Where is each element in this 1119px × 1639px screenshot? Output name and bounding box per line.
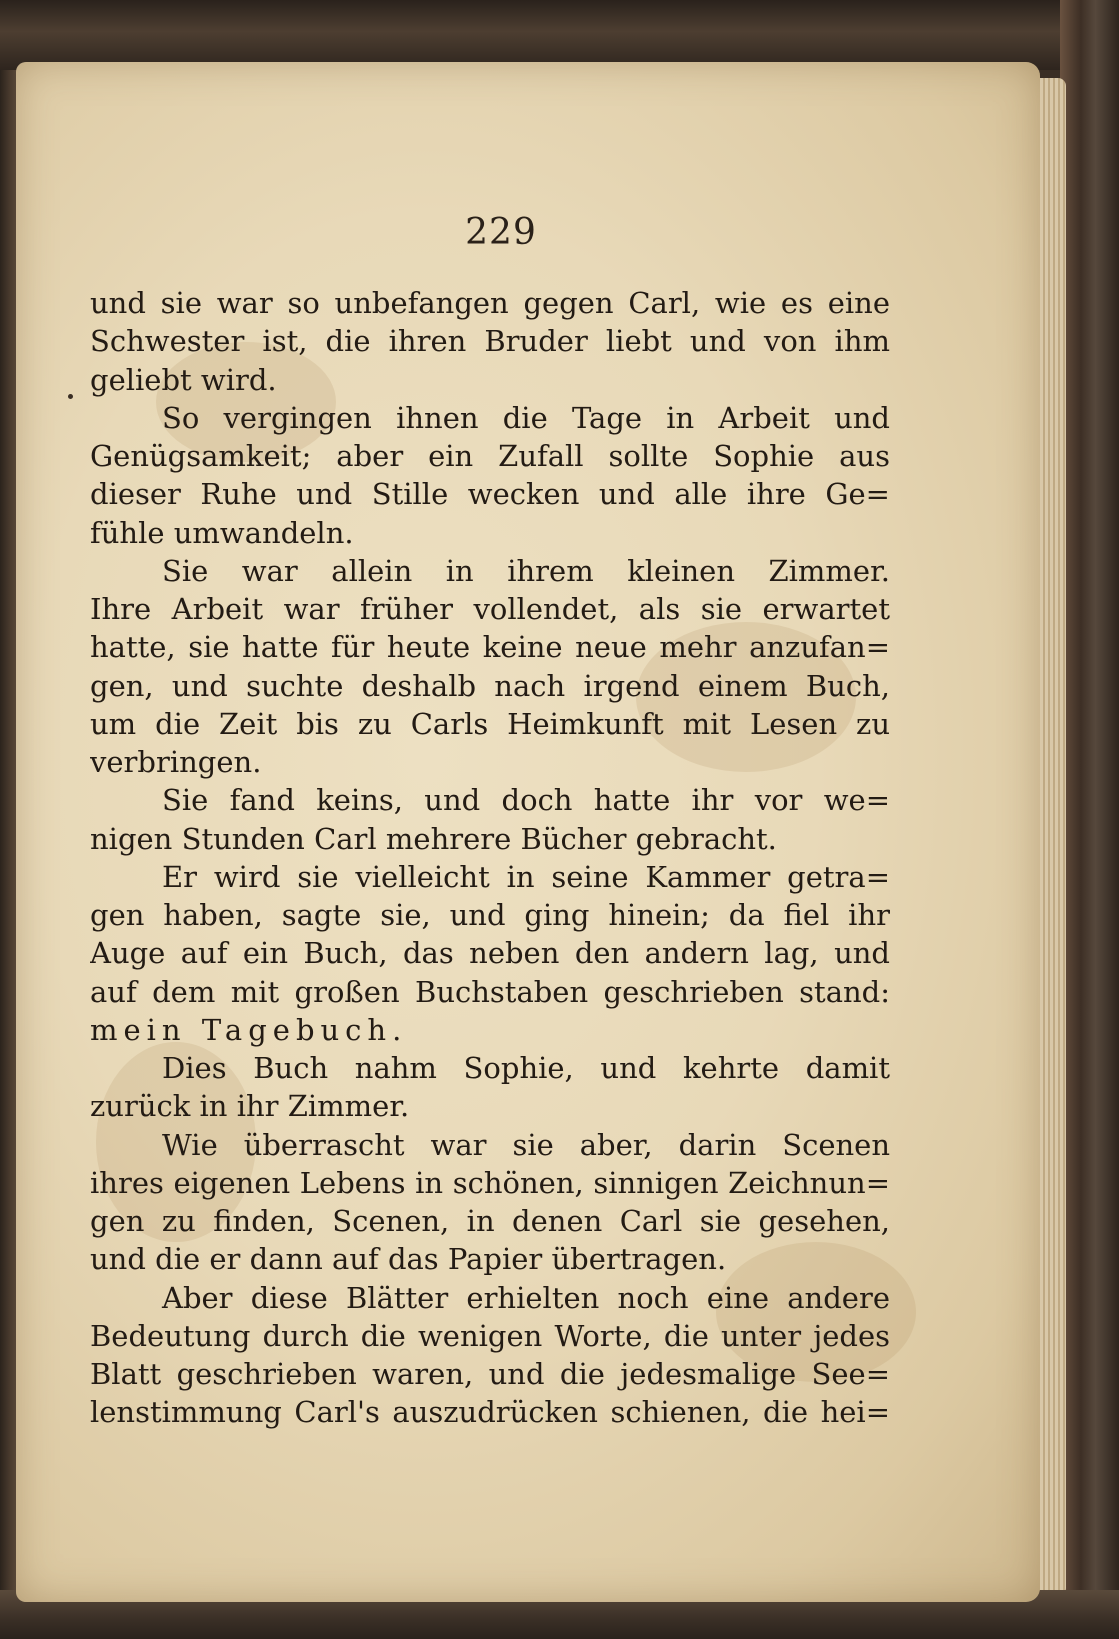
text-line: um die Zeit bis zu Carls Heimkunft mit Lesen zu bbox=[90, 706, 890, 741]
text-line: Ihre Arbeit war früher vollendet, als sie erwartet bbox=[90, 592, 890, 626]
text-line: fühle umwandeln. bbox=[90, 515, 354, 550]
text-line: gen zu finden, Scenen, in denen Carl sie gesehen, bbox=[90, 1204, 890, 1238]
text-line: verbringen. bbox=[90, 745, 262, 779]
book-page bbox=[16, 62, 1040, 1602]
page-number: 229 bbox=[465, 212, 537, 253]
body-text bbox=[90, 284, 890, 1432]
text-line: geliebt wird. bbox=[90, 362, 277, 397]
text-line: Bedeutung durch die wenigen Worte, die unter jedes bbox=[90, 1318, 890, 1353]
margin-mark bbox=[68, 394, 73, 399]
text-line: gen haben, sagte sie, und ging hinein; da fiel ihr bbox=[90, 898, 890, 932]
book-cover-top-edge bbox=[0, 0, 1119, 70]
text-line: Wie überrascht war sie aber, darin Scenen bbox=[162, 1127, 890, 1162]
text-line: auf dem mit großen Buchstaben geschrieben stand: bbox=[90, 974, 890, 1009]
text-line: Schwester ist, die ihren Bruder liebt und von ihm bbox=[90, 324, 890, 359]
text-line: Er wird sie vielleicht in seine Kammer getra= bbox=[162, 859, 890, 894]
text-line: dieser Ruhe und Stille wecken und alle ihre Ge= bbox=[90, 477, 890, 512]
text-line: gen, und suchte deshalb nach irgend einem Buch, bbox=[90, 668, 890, 703]
text-line: Sie war allein in ihrem kleinen Zimmer. bbox=[162, 553, 890, 588]
text-line: mein Tagebuch. bbox=[90, 1012, 408, 1047]
text-line: Aber diese Blätter erhielten noch eine andere bbox=[162, 1280, 890, 1315]
text-line: So vergingen ihnen die Tage in Arbeit und bbox=[162, 400, 890, 435]
text-line: lenstimmung Carl's auszudrücken schienen, die hei= bbox=[90, 1395, 890, 1430]
book-cover-right-edge bbox=[1060, 0, 1119, 1639]
text-line: ihres eigenen Lebens in schönen, sinnigen Zeichnun= bbox=[90, 1165, 890, 1200]
text-line: Dies Buch nahm Sophie, und kehrte damit bbox=[162, 1051, 890, 1085]
text-line: zurück in ihr Zimmer. bbox=[90, 1089, 410, 1124]
text-line: und sie war so unbefangen gegen Carl, wie es eine bbox=[90, 286, 890, 320]
text-line: hatte, sie hatte für heute keine neue mehr anzufan= bbox=[90, 630, 890, 665]
text-line: und die er dann auf das Papier übertragen. bbox=[90, 1242, 727, 1277]
text-line: Sie fand keins, und doch hatte ihr vor we= bbox=[162, 783, 890, 818]
text-line: Auge auf ein Buch, das neben den andern lag, und bbox=[90, 936, 890, 971]
text-line: Blatt geschrieben waren, und die jedesmalige See= bbox=[90, 1357, 890, 1391]
text-line: nigen Stunden Carl mehrere Bücher gebracht. bbox=[90, 821, 777, 856]
text-line: Genügsamkeit; aber ein Zufall sollte Sophie aus bbox=[90, 439, 890, 473]
